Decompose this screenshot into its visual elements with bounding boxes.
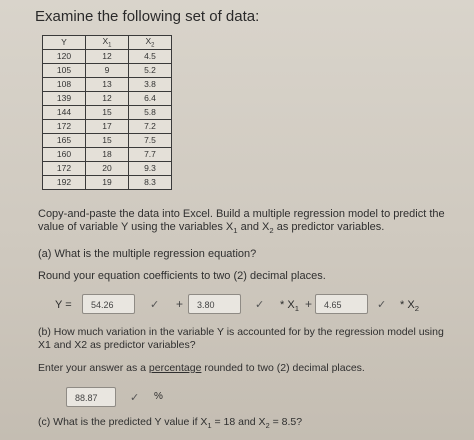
percent-hint: Enter your answer as a percentage rounded to two (2) decimal places. <box>38 362 365 374</box>
table-cell: 6.4 <box>129 91 172 105</box>
header-x2: $X_2$ <box>129 36 172 50</box>
header-y: Y <box>43 36 86 50</box>
intercept-input[interactable]: 54.26 <box>82 294 135 314</box>
check-icon: ✓ <box>377 299 387 311</box>
table-row <box>43 119 172 133</box>
table-cell: 192 <box>43 175 86 189</box>
table-cell: 7.5 <box>129 133 172 147</box>
table-cell: 108 <box>43 77 86 91</box>
table-row <box>43 63 172 77</box>
equation-row <box>55 292 465 318</box>
table-cell: 165 <box>43 133 86 147</box>
table-cell: 8.3 <box>129 175 172 189</box>
table-row <box>43 77 172 91</box>
table-row <box>43 175 172 189</box>
table-cell: 15 <box>86 105 129 119</box>
question-a: (a) What is the multiple regression equation? <box>38 248 257 260</box>
table-cell: 5.2 <box>129 63 172 77</box>
table-cell: 18 <box>86 147 129 161</box>
y-equals-label: Y = <box>55 299 72 311</box>
table-cell: 172 <box>43 161 86 175</box>
table-cell: 7.7 <box>129 147 172 161</box>
table-cell: 7.2 <box>129 119 172 133</box>
table-cell: 13 <box>86 77 129 91</box>
question-c: (c) What is the predicted Y value if $X_1 = 18$ and $X_2 = 8.5$? <box>38 416 303 431</box>
x2-term-label: * $X_2$ <box>400 299 419 314</box>
check-icon: ✓ <box>130 392 140 404</box>
plus-sign: + <box>305 297 313 311</box>
table-row <box>43 49 172 63</box>
percentage-link[interactable]: percentage <box>148 362 202 374</box>
table-cell: 15 <box>86 133 129 147</box>
check-icon: ✓ <box>255 299 265 311</box>
table-cell: 160 <box>43 147 86 161</box>
coef-x2-input[interactable]: 4.65 <box>315 294 368 314</box>
table-cell: 12 <box>86 91 129 105</box>
rounding-note: Round your equation coefficients to two (2) decimal places. <box>38 270 326 282</box>
table-row <box>43 133 172 147</box>
table-cell: 12 <box>86 49 129 63</box>
table-cell: 9.3 <box>129 161 172 175</box>
percent-sign: % <box>154 391 163 402</box>
table-cell: 139 <box>43 91 86 105</box>
table-cell: 20 <box>86 161 129 175</box>
table-cell: 105 <box>43 63 86 77</box>
table-row <box>43 105 172 119</box>
table-row <box>43 91 172 105</box>
table-row <box>43 161 172 175</box>
table-header-row <box>43 36 172 50</box>
table-cell: 4.5 <box>129 49 172 63</box>
table-cell: 172 <box>43 119 86 133</box>
table-cell: 19 <box>86 175 129 189</box>
page-heading: Examine the following set of data: <box>35 8 260 25</box>
data-table <box>42 35 172 190</box>
instructions-text: Copy-and-paste the data into Excel. Build a multiple regression model to predict the value of variable Y using the variables $X_1$ and $X_2$ as predictor variables. <box>38 208 445 236</box>
percent-row <box>66 385 266 409</box>
check-icon: ✓ <box>150 299 160 311</box>
header-x1: $X_1$ <box>86 36 129 50</box>
table-cell: 5.8 <box>129 105 172 119</box>
plus-sign: + <box>176 297 184 311</box>
table-cell: 17 <box>86 119 129 133</box>
question-b: (b) How much variation in the variable Y is accounted for by the regression model using X1 and X2 as predictor variables? <box>38 326 444 351</box>
table-cell: 120 <box>43 49 86 63</box>
coef-x1-input[interactable]: 3.80 <box>188 294 241 314</box>
table-cell: 3.8 <box>129 77 172 91</box>
x1-term-label: * $X_1$ <box>280 299 299 314</box>
table-row <box>43 147 172 161</box>
table-cell: 144 <box>43 105 86 119</box>
percent-input[interactable]: 88.87 <box>66 387 116 407</box>
table-cell: 9 <box>86 63 129 77</box>
